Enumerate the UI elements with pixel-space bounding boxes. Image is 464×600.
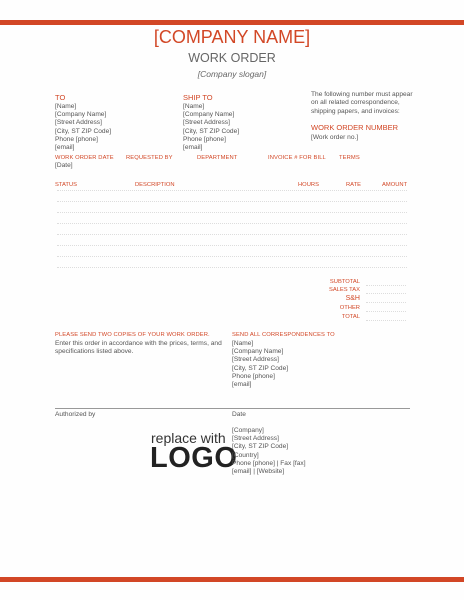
table-row	[57, 190, 407, 191]
footer-line: Phone [phone] | Fax [fax]	[232, 459, 306, 467]
to-block	[55, 93, 111, 152]
send-to-line: Phone [phone]	[232, 372, 275, 380]
table-row	[57, 256, 407, 257]
total-line	[366, 320, 406, 321]
logo-placeholder: LOGO	[150, 442, 238, 474]
work-order-date-label: WORK ORDER DATE	[55, 155, 114, 161]
total-line	[366, 285, 406, 286]
send-to-line: [Street Address]	[232, 356, 279, 364]
authorized-by-label: Authorized by	[55, 411, 96, 418]
work-order-notice	[311, 91, 413, 142]
to-label: TO	[55, 93, 66, 102]
to-line: Phone [phone]	[55, 135, 98, 143]
ship-to-line: [Name]	[183, 103, 205, 110]
total-line	[366, 293, 406, 294]
footer-line: [email] | [Website]	[232, 468, 285, 476]
work-order-number-value: [Work order no.]	[311, 134, 359, 142]
notice-line: on all related correspondence,	[311, 99, 400, 107]
instructions-line: specifications listed above.	[55, 348, 134, 356]
table-row	[57, 245, 407, 246]
send-to-line: [Company Name]	[232, 348, 284, 356]
instructions-text	[55, 340, 222, 357]
footer-line: [City, ST ZIP Code]	[232, 443, 289, 451]
send-to-line: [email]	[232, 381, 252, 389]
send-to-heading: SEND ALL CORRESPONDENCES TO	[232, 332, 335, 338]
col-rate: RATE	[346, 182, 362, 188]
work-order-number-label: WORK ORDER NUMBER	[311, 123, 399, 133]
ship-to-address	[183, 103, 239, 152]
col-amount: AMOUNT	[382, 182, 408, 188]
company-name: [COMPANY NAME]	[153, 27, 311, 47]
sales-tax-label: SALES TAX	[328, 287, 360, 293]
logo-placeholder-caption: replace with	[151, 430, 226, 446]
send-to-line: [City, ST ZIP Code]	[232, 364, 289, 372]
footer-line: [Company]	[232, 427, 264, 434]
to-line: [Street Address]	[55, 119, 102, 127]
document-title: WORK ORDER	[188, 51, 276, 65]
instructions-heading: PLEASE SEND TWO COPIES OF YOUR WORK ORDER.	[55, 332, 210, 338]
footer-line: [Country]	[232, 451, 259, 459]
company-slogan: [Company slogan]	[197, 69, 267, 79]
send-to-address	[232, 340, 288, 389]
bottom-accent-bar	[0, 577, 464, 582]
table-row	[57, 201, 407, 202]
other-label: OTHER	[339, 305, 360, 311]
ship-to-line: [Company Name]	[183, 111, 235, 119]
notice-line: The following number must appear	[311, 91, 413, 98]
table-row	[57, 267, 407, 268]
table-row	[57, 223, 407, 224]
total-line	[366, 302, 406, 303]
col-status: STATUS	[55, 182, 78, 188]
table-row	[57, 212, 407, 213]
to-line: [Name]	[55, 103, 77, 110]
ship-to-block	[183, 93, 239, 152]
to-line: [City, ST ZIP Code]	[55, 127, 112, 135]
total-line	[366, 311, 406, 312]
table-row	[57, 234, 407, 235]
footer-line: [Street Address]	[232, 435, 279, 443]
signature-line	[55, 408, 410, 409]
col-description: DESCRIPTION	[135, 182, 175, 188]
terms-label: TERMS	[339, 155, 360, 161]
footer-company-info	[232, 427, 306, 476]
to-address	[55, 103, 111, 152]
requested-by-label: REQUESTED BY	[126, 155, 173, 161]
to-line: [Company Name]	[55, 111, 107, 119]
ship-to-line: [City, ST ZIP Code]	[183, 127, 240, 135]
ship-to-line: [email]	[183, 144, 203, 152]
ship-to-line: [Street Address]	[183, 119, 230, 127]
col-hours: HOURS	[298, 182, 319, 188]
work-order-date-value: [Date]	[55, 162, 73, 169]
subtotal-label: SUBTOTAL	[329, 279, 360, 285]
top-accent-bar	[0, 20, 464, 25]
instructions-line: Enter this order in accordance with the prices, terms, and	[55, 340, 222, 347]
to-line: [email]	[55, 144, 75, 152]
total-label: TOTAL	[341, 314, 360, 320]
sh-label: S&H	[345, 295, 360, 302]
notice-text	[311, 91, 413, 116]
invoice-label: INVOICE # FOR BILL	[268, 155, 326, 161]
department-label: DEPARTMENT	[197, 155, 238, 161]
notice-line: shipping papers, and invoices:	[311, 107, 400, 115]
send-to-line: [Name]	[232, 340, 254, 347]
signature-date-label: Date	[232, 411, 246, 418]
ship-to-label: SHIP TO	[183, 93, 213, 102]
ship-to-line: Phone [phone]	[183, 135, 226, 143]
